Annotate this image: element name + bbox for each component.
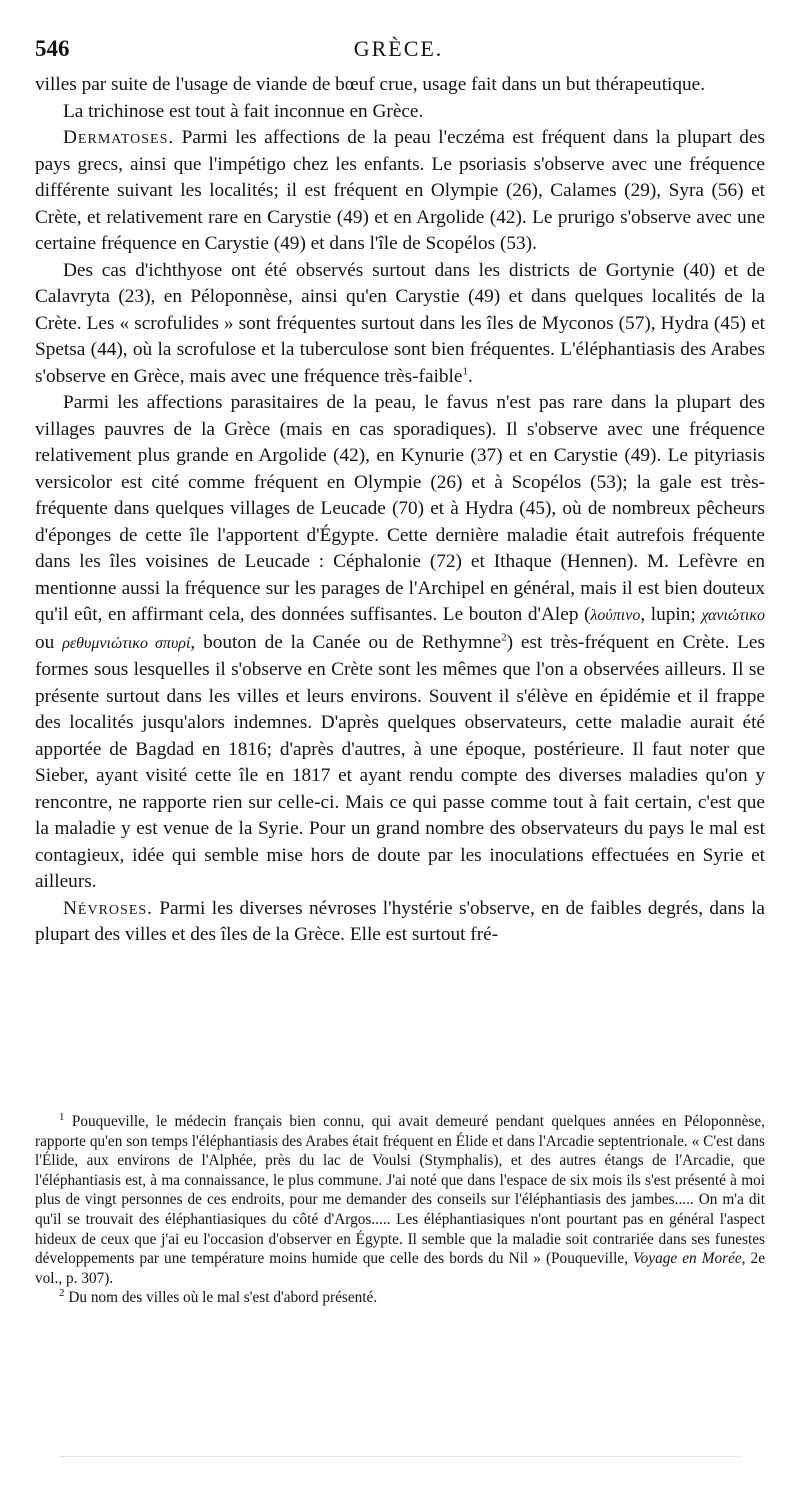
- paragraph-text: Des cas d'ichthyose ont été observés surtout dans les districts de Gortynie (40) et de Calavryta (23), en Péloponnèse, ainsi qu'en Carystie (49) et dans quelques localités de la Crète. Les « scrofulides » sont fréquentes surtout dans les îles de Myconos (57), Hydra (45) et Spetsa (44), où la scrofulose et la tuberculose sont bien fréquentes. L'éléphantiasis des Arabes s'observe en Grèce, mais avec une fréquence très-faible: [35, 259, 765, 387]
- footnote-2: [35, 1288, 765, 1308]
- greek-term-rethymniotiko: ρεθυμνιώτικο σπυρί: [62, 634, 191, 652]
- paragraph-text: Parmi les affections parasitaires de la peau, le favus n'est pas rare dans la plupart des villages pauvres de la Grèce (mais en cas sporadiques). Il s'observe avec une fréquence relativement plus grande en Argolide (42), en Kynurie (37) et en Carystie (49). Le pityriasis versicolor est cité comme fréquent en Olympie (26) et à Scopélos (53); la gale est très-fréquente dans quelques villages de Leucade (70) et à Hydra (45), où de nombreux pêcheurs d'éponges de cette île l'apportent d'Égypte. Cette dernière maladie était autrefois fréquente dans les îles voisines de Leucade : Céphalonie (72) et Ithaque (Hennen). M. Lefèvre en mentionne aussi la fréquence sur les parages de l'Archipel en général, mais il est bien douteux qu'il eût, en affirmant cela, des données suffisantes. Le bouton d'Alep (: [35, 392, 765, 625]
- paragraph-text: , bouton de la Canée ou de Rethymne: [190, 631, 502, 653]
- footnote-mark-1: 1: [59, 1110, 65, 1123]
- paragraph-continuation: villes par suite de l'usage de viande de bœuf crue, usage fait dans un but thérapeutique.: [35, 74, 706, 95]
- paragraph-text: Parmi les diverses névroses l'hystérie s'observe, en de faibles degrés, dans la plupart des villes et des îles de la Grèce. Elle est surtout fré-: [35, 897, 765, 945]
- footnote-mark-2: 2: [59, 1287, 65, 1300]
- paragraph-nevroses: [35, 896, 765, 949]
- paragraph-text: Parmi les affections de la peau l'eczéma est fréquent dans la plupart des pays grecs, ainsi que l'impétigo chez les enfants. Le psoriasis s'observe avec une fréquence différente suivant les localités; il est fréquent en Olympie (26), Calames (29), Syra (56) et Crète, et relativement rare en Carystie (49) et en Argolide (42). Le prurigo s'observe avec une certaine fréquence en Carystie (49) et dans l'île de Scopélos (53).: [35, 127, 765, 254]
- paragraph-dermatoses: [35, 125, 765, 258]
- section-heading-dermatoses: Dermatoses.: [63, 127, 175, 148]
- paragraph-trichinose: La trichinose est tout à fait inconnue en Grèce.: [63, 100, 424, 122]
- footnote-ref-2: 2: [501, 631, 507, 644]
- footnote-text: , 2e vol., p. 307).: [35, 1250, 765, 1287]
- footnotes: [35, 1112, 765, 1308]
- paragraph-parasitaires: [35, 390, 765, 896]
- footnote-book-title: Voyage en Morée: [633, 1250, 742, 1268]
- footnote-1: [35, 1112, 765, 1288]
- footnote-text: Du nom des villes où le mal s'est d'abord présenté.: [64, 1289, 378, 1307]
- running-title: GRÈCE.: [353, 36, 444, 61]
- greek-term-chaniotiko: χανιώτικο: [701, 607, 765, 624]
- paragraph-text: ou: [35, 631, 63, 653]
- footnote-ref-1: 1: [462, 365, 468, 378]
- main-text: [35, 72, 765, 949]
- paragraph-text: ) est très-fréquent en Crète. Les formes sous lesquelles il s'observe en Crète sont les mêmes que l'on a observées ailleurs. Il se présente surtout dans les villes et leurs environs. Souvent il s'élève en épidémie et il frappe des localités jusqu'alors indemnes. D'après quelques observateurs, cette maladie aurait été apportée de Bagdad en 1816; d'après d'autres, à une époque, postérieure. Il faut noter que Sieber, ayant visité cette île en 1817 et ayant rendu compte des diverses maladies qu'on y rencontre, ne rapporte rien sur celle-ci. Mais ce qui passe comme tout à fait certain, c'est que la maladie y est venue de la Syrie. Pour un grand nombre des observateurs du pays le mal est contagieux, idée qui semble mise hors de doute par les inoculations effectuées en Syrie et ailleurs.: [35, 631, 765, 892]
- paragraph-ichthyose: [35, 258, 765, 391]
- page-header: [35, 36, 762, 66]
- page-number: 546: [35, 36, 70, 61]
- paragraph-text: , lupin;: [640, 604, 702, 625]
- footnote-text: Pouqueville, le médecin français bien connu, qui avait demeuré pendant quelques années en Péloponnèse, rapporte qu'en son temps l'éléphantiasis des Arabes était fréquent en Élide et dans l'Arcadie septentrionale. « C'est dans l'Élide, aux environs de l'Alphée, près du lac de Voulsi (Stymphalis), et des autres étangs de l'Arcadie, que l'éléphantiasis est, à ma connaissance, le plus commune. J'ai noté que dans l'espace de six mois ils s'est présenté à moi plus de vingt personnes de ces endroits, pour me demander des conseils sur l'éléphantiasis des jambes..... On m'a dit qu'il se trouvait des éléphantiasiques du côté d'Argos..... Les éléphantiasiques n'ont pourtant pas en général l'aspect hideux de ceux que j'ai eu l'occasion d'observer en Égypte. Il semble que la maladie soit contrariée dans ses funestes développements par une température moins humide que celle des bords du Nil » (Pouqueville,: [35, 1113, 765, 1268]
- greek-term-lupin: λούπινο: [590, 607, 641, 624]
- page-bottom-rule: [60, 1456, 740, 1458]
- paragraph-end: .: [467, 365, 473, 387]
- section-heading-nevroses: Névroses.: [63, 897, 153, 919]
